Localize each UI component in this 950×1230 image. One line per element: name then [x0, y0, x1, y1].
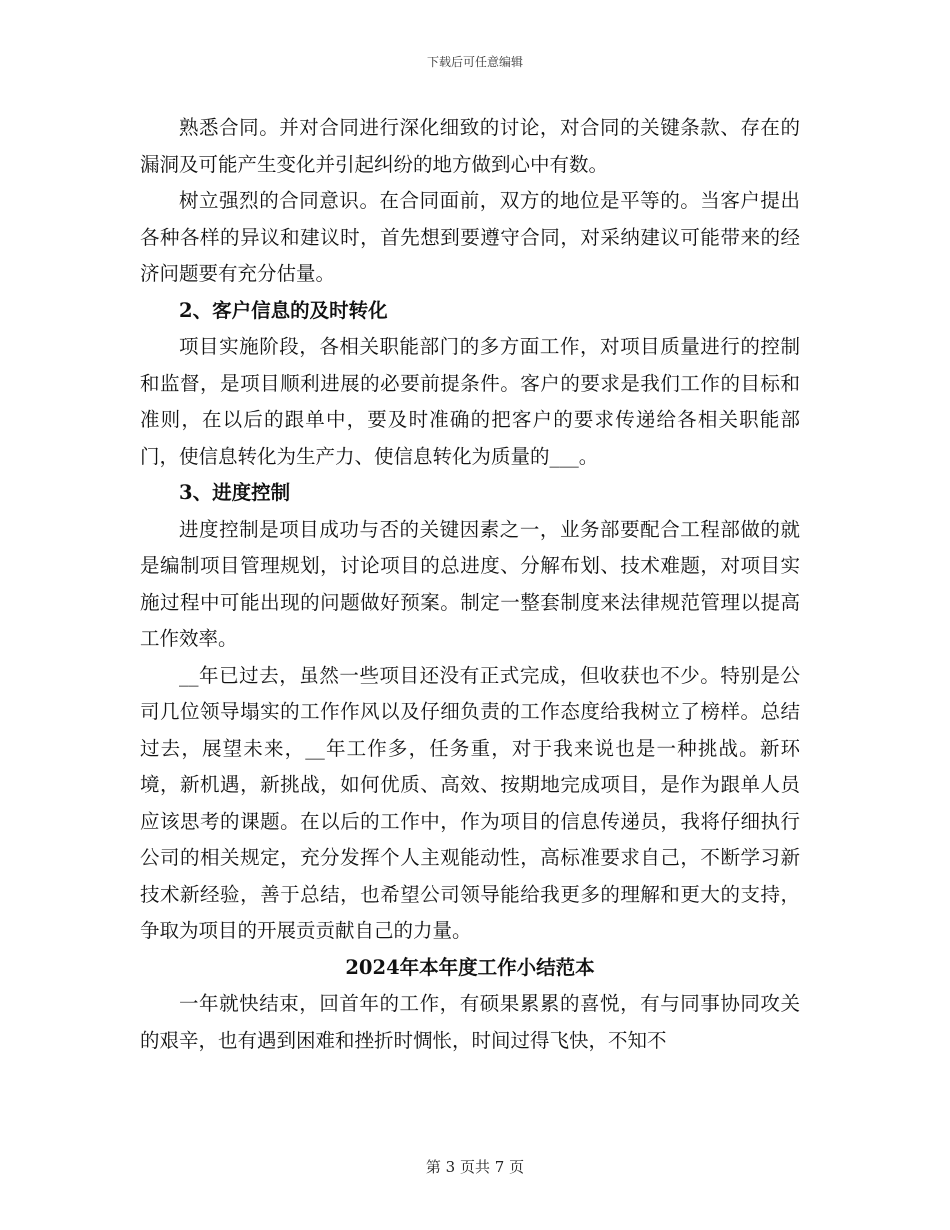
- paragraph-intro: 一年就快结束，回首年的工作，有硕果累累的喜悦，有与同事协同攻关的艰辛，也有遇到困难和挫折时惆怅，时间过得飞快，不知不: [140, 992, 800, 1052]
- paragraph-contract-familiarity: 熟悉合同。并对合同进行深化细致的讨论，对合同的关键条款、存在的漏洞及可能产生变化并引起纠纷的地方做到心中有数。: [140, 116, 800, 176]
- paragraph-year-summary: __年已过去，虽然一些项目还没有正式完成，但收获也不少。特别是公司几位领导塌实的工作作风以及仔细负责的工作态度给我树立了榜样。总结过去，展望未来，__年工作多，任务重，对于我来说也是一种挑战。新环境，新机遇，新挑战，如何优质、高效、按期地完成项目，是作为跟单人员应该思考的课题。在以后的工作中，作为项目的信息传递员，我将仔细执行公司的相关规定，充分发挥个人主观能动性，高标准要求自己，不断学习新技术新经验，善于总结，也希望公司领导能给我更多的理解和更大的支持，争取为项目的开展贡贡献自己的力量。: [140, 663, 800, 942]
- section-heading-progress-control: 3、进度控制: [179, 481, 291, 504]
- document-title: 2024年本年度工作小结范本: [345, 955, 595, 979]
- paragraph-customer-info: 项目实施阶段，各相关职能部门的多方面工作，对项目质量进行的控制和监督，是项目顺利进展的必要前提条件。客户的要求是我们工作的目标和准则，在以后的跟单中，要及时准确的把客户的要求传递给各相关职能部门，使信息转化为生产力、使信息转化为质量的___。: [140, 335, 800, 468]
- document-body: [140, 110, 800, 1059]
- paragraph-contract-awareness: 树立强烈的合同意识。在合同面前，双方的地位是平等的。当客户提出各种各样的异议和建议时，首先想到要遵守合同，对采纳建议可能带来的经济问题要有充分估量。: [140, 189, 800, 285]
- paragraph-progress-control: 进度控制是项目成功与否的关键因素之一，业务部要配合工程部做的就是编制项目管理规划，讨论项目的总进度、分解布划、技术难题，对项目实施过程中可能出现的问题做好预案。制定一整套制度来法律规范管理以提高工作效率。: [140, 517, 800, 650]
- page-footer: 第 3 页共 7 页: [425, 1158, 525, 1176]
- section-heading-customer-info: 2、客户信息的及时转化: [179, 298, 388, 322]
- page-header: 下载后可任意编辑: [426, 55, 523, 69]
